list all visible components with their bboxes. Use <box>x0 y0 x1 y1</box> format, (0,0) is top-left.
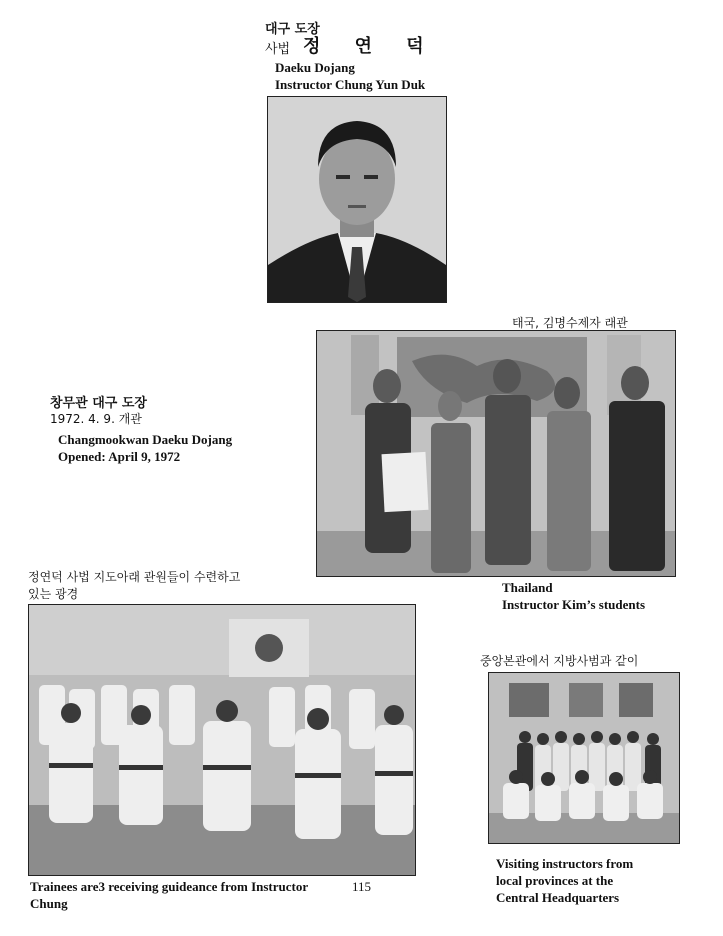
hq-en-line2: local provinces at the <box>496 873 614 888</box>
hq-en-line1: Visiting instructors from <box>496 856 634 871</box>
dojang-ko-date: 1972. 4. 9. 개관 <box>50 412 142 426</box>
headquarters-photo <box>488 672 680 844</box>
top-en-line2: Instructor Chung Yun Duk <box>275 77 426 92</box>
hq-en-line3: Central Headquarters <box>496 890 620 905</box>
training-ko-caption-line2: 있는 광경 <box>28 587 79 601</box>
training-en-caption-line2: Chung <box>30 896 68 911</box>
thailand-en-line2: Instructor Kim’s students <box>502 597 646 612</box>
top-ko-name: 정 연 덕 <box>303 36 424 57</box>
training-ko-caption-line1: 정연덕 사법 지도아래 관원들이 수련하고 <box>28 570 241 584</box>
dojang-en-line2: Opened: April 9, 1972 <box>58 449 181 464</box>
training-en-caption-line1: Trainees are3 receiving guideance from Instructor <box>30 879 309 894</box>
dojang-ko-title: 창무관 대구 도장 <box>50 396 147 411</box>
training-photo <box>28 604 416 876</box>
top-ko-role: 사법 <box>265 42 291 57</box>
thailand-ko-caption: 태국, 김명수제자 래관 <box>512 316 628 330</box>
dojang-en-line1: Changmookwan Daeku Dojang <box>58 432 233 447</box>
page-number: 115 <box>352 879 372 894</box>
hq-ko-caption: 중앙본관에서 지방사범과 같이 <box>480 654 639 668</box>
top-ko-heading: 대구 도장 <box>265 22 320 37</box>
thailand-photo <box>316 330 676 577</box>
top-en-line1: Daeku Dojang <box>275 60 355 75</box>
thailand-en-line1: Thailand <box>502 580 553 595</box>
portrait-photo <box>267 96 447 303</box>
